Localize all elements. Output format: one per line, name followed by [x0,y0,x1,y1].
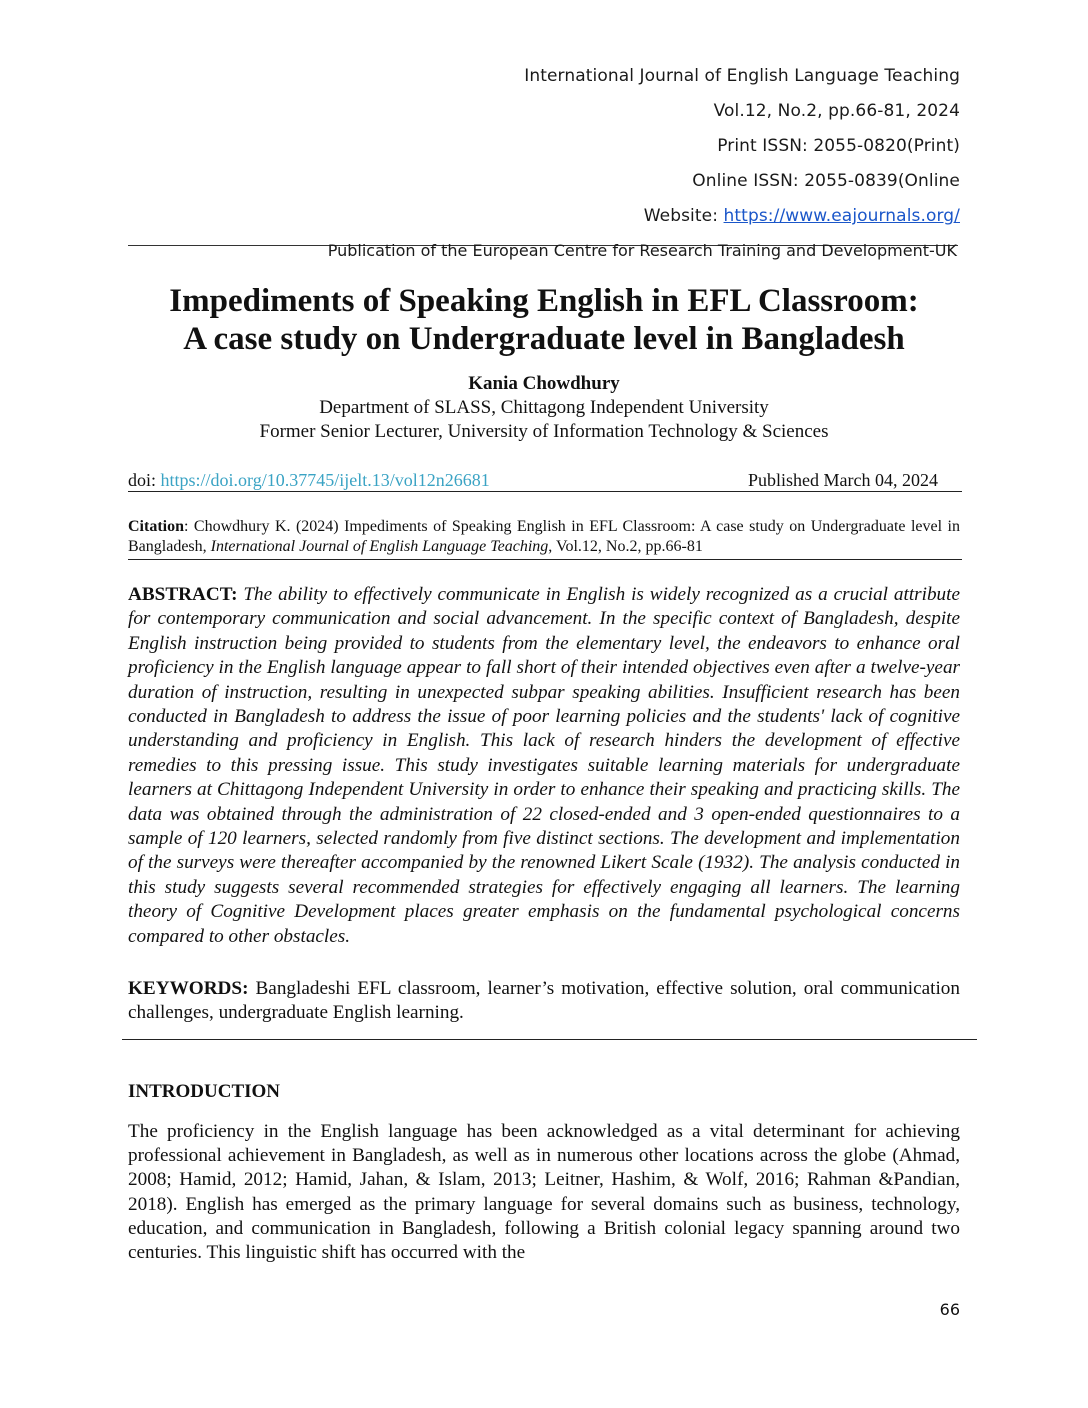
keywords-label: KEYWORDS: [128,978,249,999]
abstract [128,583,960,949]
paper-title-line-2: A case study on Undergraduate level in Bangladesh [183,321,905,357]
citation [128,517,960,557]
doi-rule [128,491,962,492]
introduction-heading: INTRODUCTION [128,1081,281,1102]
abstract-label: ABSTRACT: [128,584,238,605]
citation-journal: International Journal of English Language Teaching [210,538,549,555]
publisher-line: Publication of the European Centre for Research Training and Development-UK [327,241,957,260]
doi-row [128,470,960,491]
keywords [128,977,960,1026]
citation-label: Citation [128,518,184,535]
citation-text-a: : Chowdhury K. (2024) Impediments of Speaking English in EFL Classroom: A case study on Undergraduate level in Bangladesh, [128,518,960,555]
page-number: 66 [939,1300,960,1319]
volume-info: Vol.12, No.2, pp.66-81, 2024 [713,101,960,121]
print-issn: Print ISSN: 2055-0820(Print) [717,136,960,156]
paper-title-line-1: Impediments of Speaking English in EFL Classroom: [169,283,919,319]
introduction-text: The proficiency in the English language has been acknowledged as a vital determinant for achieving professional achievement in Bangladesh, as well as in numerous other locations across the globe (Ahmad, 2008; Hamid, 2012; Hamid, Jahan, & Islam, 2013; Leitner, Hashim, & Wolf, 2016; Rahman &Pandian, 2018). English has emerged as the primary language for several domains such as business, technology, education, and communication in Bangladesh, following a British colonial legacy spanning around two centuries. This linguistic shift has occurred with the [128,1121,960,1264]
online-issn: Online ISSN: 2055-0839(Online [692,171,960,191]
website-link[interactable]: https://www.eajournals.org/ [723,206,960,226]
published-date: Published March 04, 2024 [748,470,938,490]
citation-text-b: , Vol.12, No.2, pp.66-81 [548,538,703,555]
abstract-text: The ability to effectively communicate in English is widely recognized as a crucial attribute for contemporary communication and social advancement. In the specific context of Bangladesh, despite English instruction being provided to students from the elementary level, the endeavors to enhance oral proficiency in the English language appear to fall short of their intended objectives even after a twelve-year duration of instruction, resulting in unexpected subpar speaking abilities. Insufficient research has been conducted in Bangladesh to address the issue of poor learning policies and the students' lack of cognitive understanding and proficiency in English. This lack of research hinders the development of effective remedies to this pressing issue. This study investigates suitable learning materials for undergraduate learners at Chittagong Independent University in order to enhance their speaking and practicing skills. The data was obtained through the administration of 22 closed-ended and 3 open-ended questionnaires to a sample of 120 learners, selected randomly from five distinct sections. The development and implementation of the surveys were thereafter accompanied by the renowned Likert Scale (1932). The analysis conducted in this study suggests several recommended strategies for effectively engaging all learners. The learning theory of Cognitive Development places greater emphasis on the fundamental psychological concerns compared to other obstacles. [128,584,960,947]
website-line [644,206,960,226]
doi-link[interactable]: https://doi.org/10.37745/ijelt.13/vol12n26681 [160,470,490,490]
author-affiliation-2: Former Senior Lecturer, University of Information Technology & Sciences [259,421,829,442]
doi-label: doi: [128,470,161,490]
website-label: Website: [643,206,724,226]
author-name: Kania Chowdhury [468,373,620,394]
keywords-text: Bangladeshi EFL classroom, learner’s motivation, effective solution, oral communication challenges, undergraduate English learning. [128,978,960,1024]
journal-name: International Journal of English Language Teaching [524,66,960,86]
citation-rule [128,559,962,560]
abstract-rule [122,1039,977,1040]
author-affiliation-1: Department of SLASS, Chittagong Independent University [319,397,769,418]
